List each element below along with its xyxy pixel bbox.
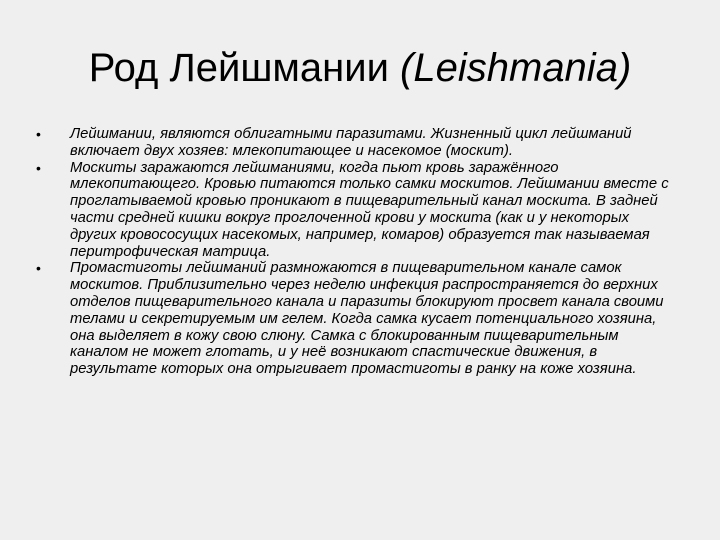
bullet-text: Лейшмании, являются облигатными паразитами. Жизненный цикл лейшманий включает двух хозяев: млекопитающее и насекомое (москит). [70, 126, 632, 159]
bullet-text: Промастиготы лейшманий размножаются в пищеварительном канале самок москитов. Приблизительно через неделю инфекция распространяется до верхних отделов пищеварительного канала и паразиты блокируют просвет канала своими телами и секретируемым им гелем. Когда самка кусает потенциального хозяина, она выделяет в кожу свою слюну. Самка с блокированным пищеварительным каналом не может глотать, и у неё возникают спастические движения, в результате которых она отрыгивает промастиготы в ранку на коже хозяина. [70, 260, 664, 378]
slide-title [0, 42, 720, 94]
bullet-item [36, 260, 676, 378]
bullet-icon: • [36, 126, 41, 142]
title-latin: (Leishmania) [400, 46, 632, 90]
bullet-text: Москиты заражаются лейшманиями, когда пьют кровь заражённого млекопитающего. Кровью питаются только самки москитов. Лейшмании вместе с проглатываемой кровью проникают в пищеварительный канал москита. В задней части средней кишки вокруг проглоченной крови у москита (как и у некоторых других кровососущих насекомых, например, комаров) образуется так называемая перитрофическая матрица. [70, 159, 669, 260]
bullet-icon: • [36, 159, 41, 176]
bullet-list [36, 126, 676, 378]
bullet-item [36, 126, 676, 160]
title-main: Род Лейшмании [88, 46, 401, 90]
bullet-icon: • [36, 260, 41, 277]
bullet-item [36, 160, 676, 261]
